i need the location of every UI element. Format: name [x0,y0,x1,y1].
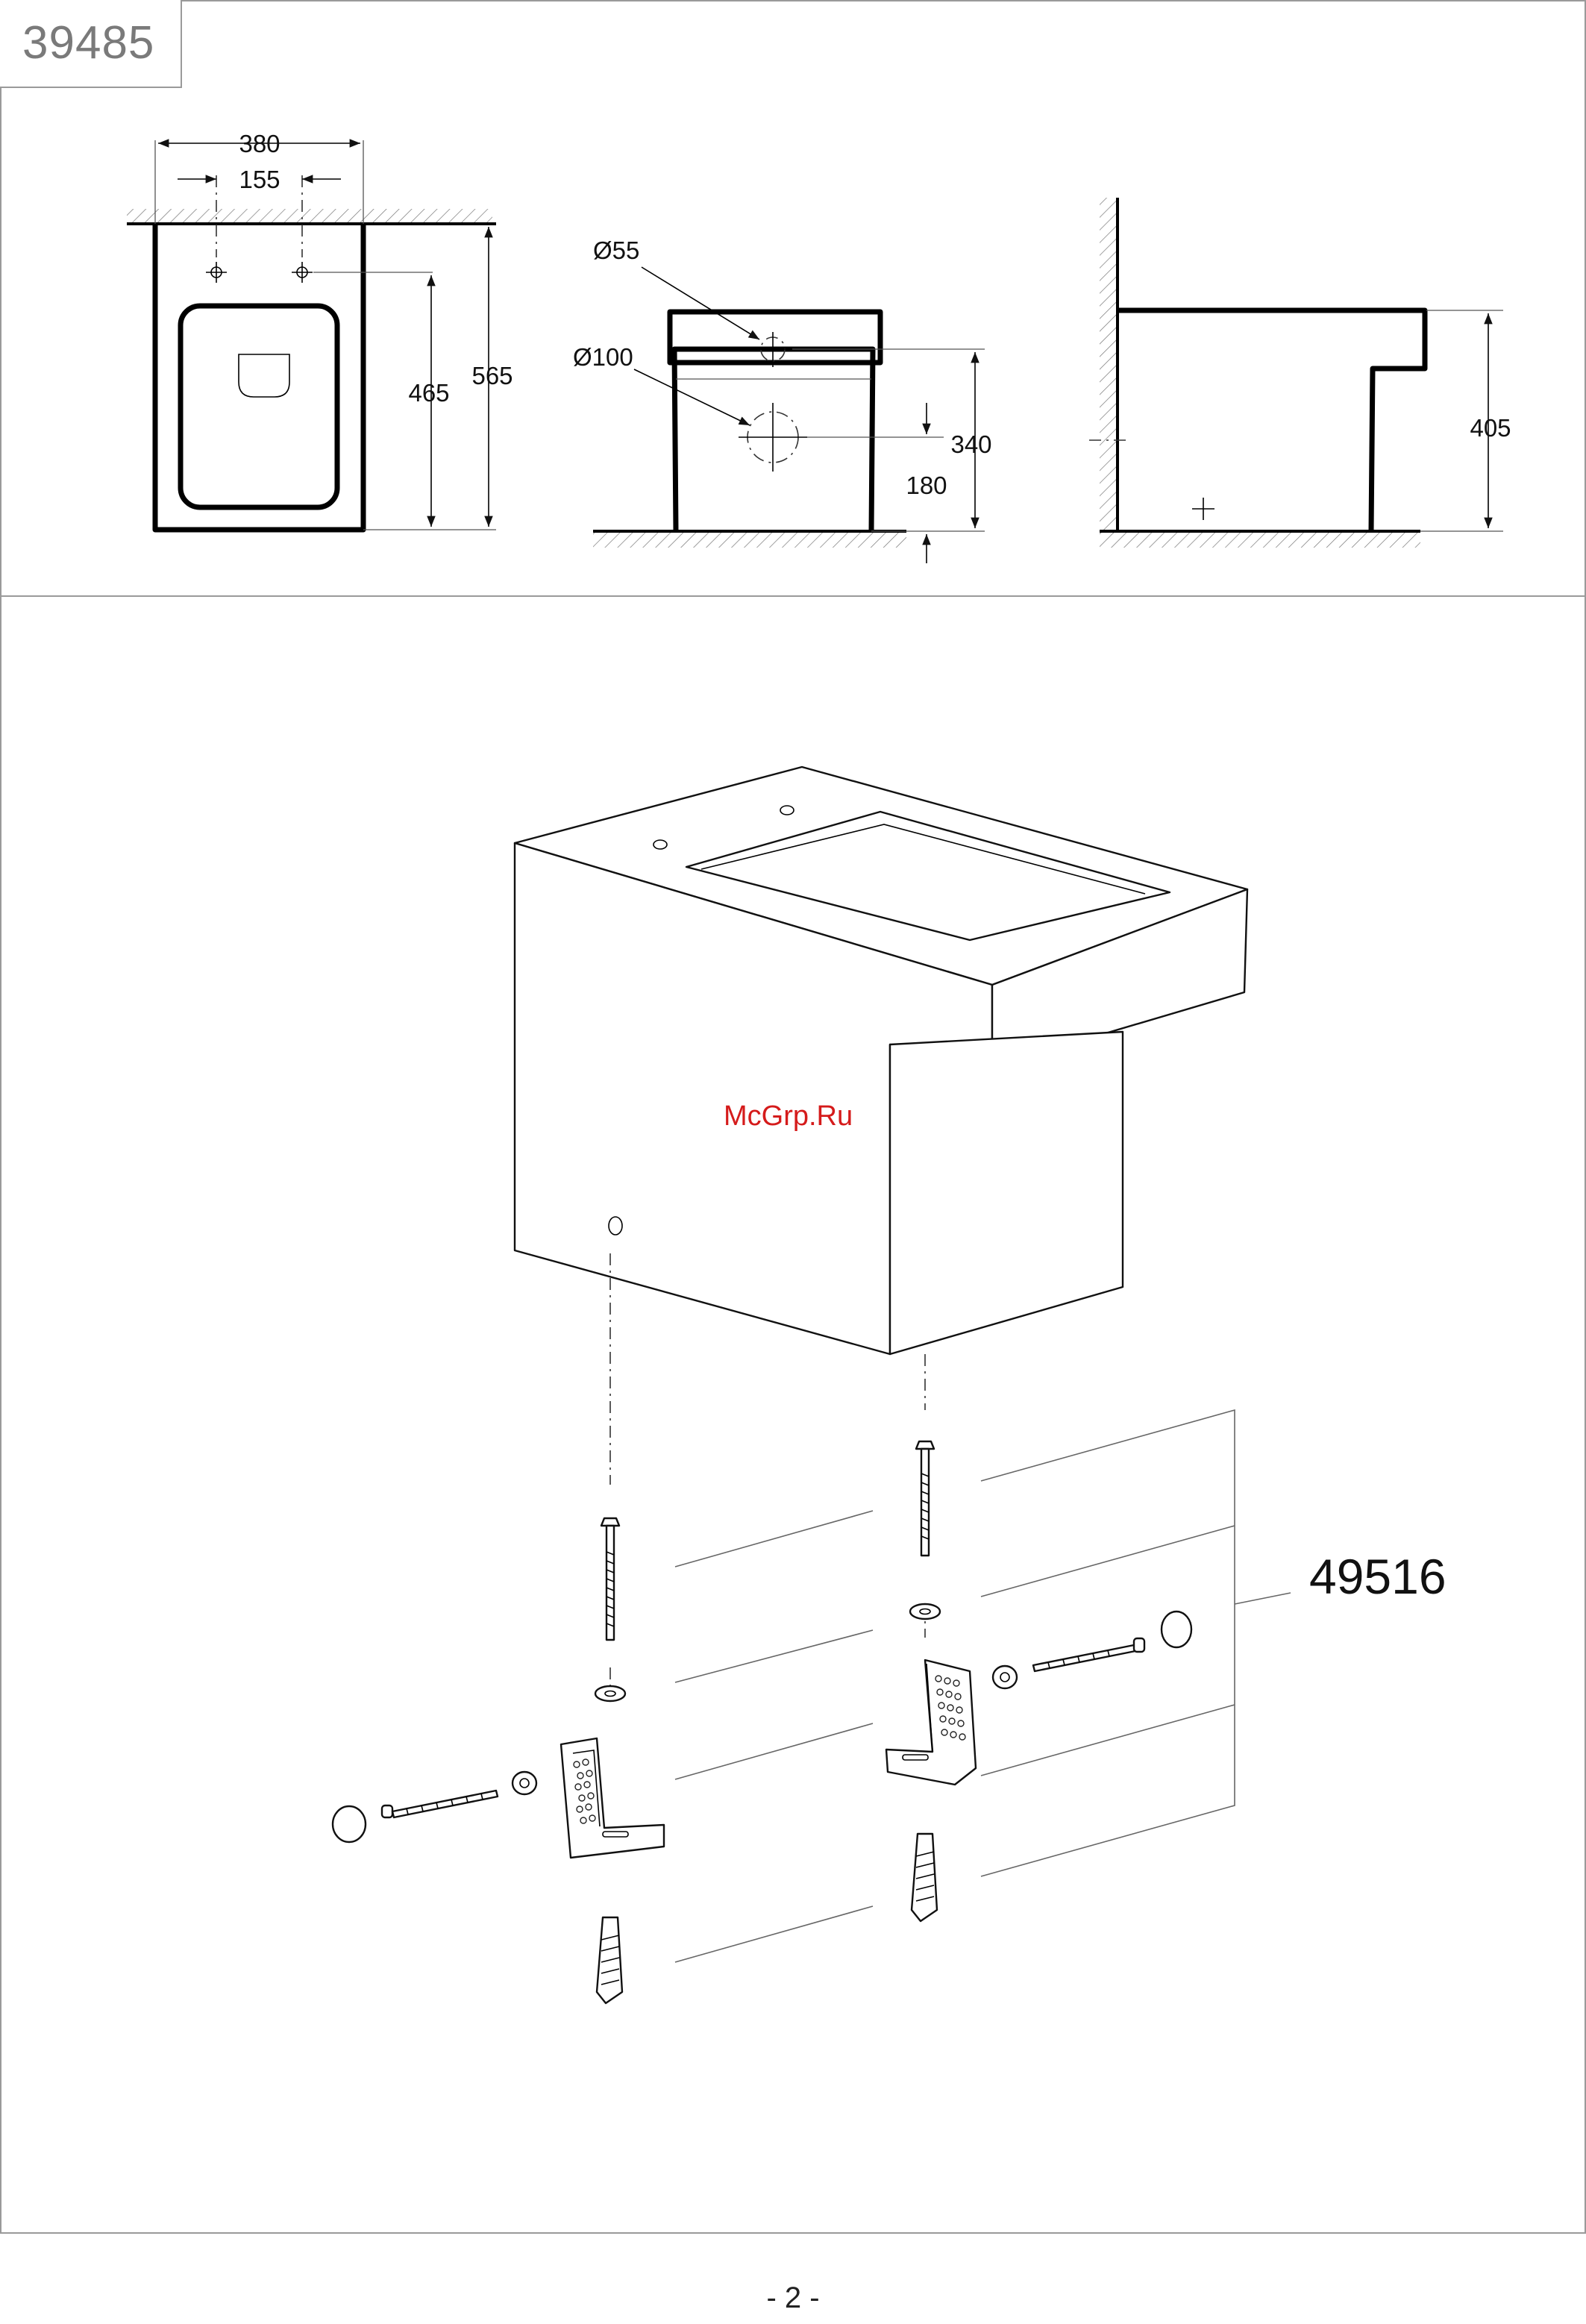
dim-overall-width: 380 [239,130,280,157]
right-fixing-set [886,1441,1191,1921]
dim-rim-height: 405 [1470,414,1511,442]
bolt-right [916,1441,934,1556]
screw-right-horizontal [993,1612,1191,1688]
dim-outlet-diameter: Ø100 [573,343,633,371]
dim-hole-height: 465 [408,379,450,407]
bolt-left [601,1518,619,1640]
screw-left-horizontal [333,1772,536,1842]
bracket-right [886,1660,976,1785]
washer-left [595,1686,625,1701]
bidet-body-side [890,1032,1123,1354]
wall-plug-left [597,1917,622,2003]
dim-overall-depth: 565 [471,362,513,389]
bidet-isometric [515,767,1247,1354]
dim-tap-hole-diameter: Ø55 [593,237,640,264]
bracket-left [561,1738,664,1858]
washer-right [910,1604,940,1619]
watermark-text: McGrp.Ru [724,1100,853,1132]
page-number: - 2 - [766,2281,820,2314]
wall-plug-right [912,1834,937,1921]
dim-outlet-height: 180 [906,472,947,499]
dim-hole-spacing: 155 [239,166,280,193]
model-number: 39485 [22,17,155,69]
kit-bracket-lines [675,1410,1291,1962]
fixing-kit-number: 49516 [1309,1549,1446,1604]
dim-top-height: 340 [950,430,992,458]
left-fixing-set [333,1518,664,2003]
